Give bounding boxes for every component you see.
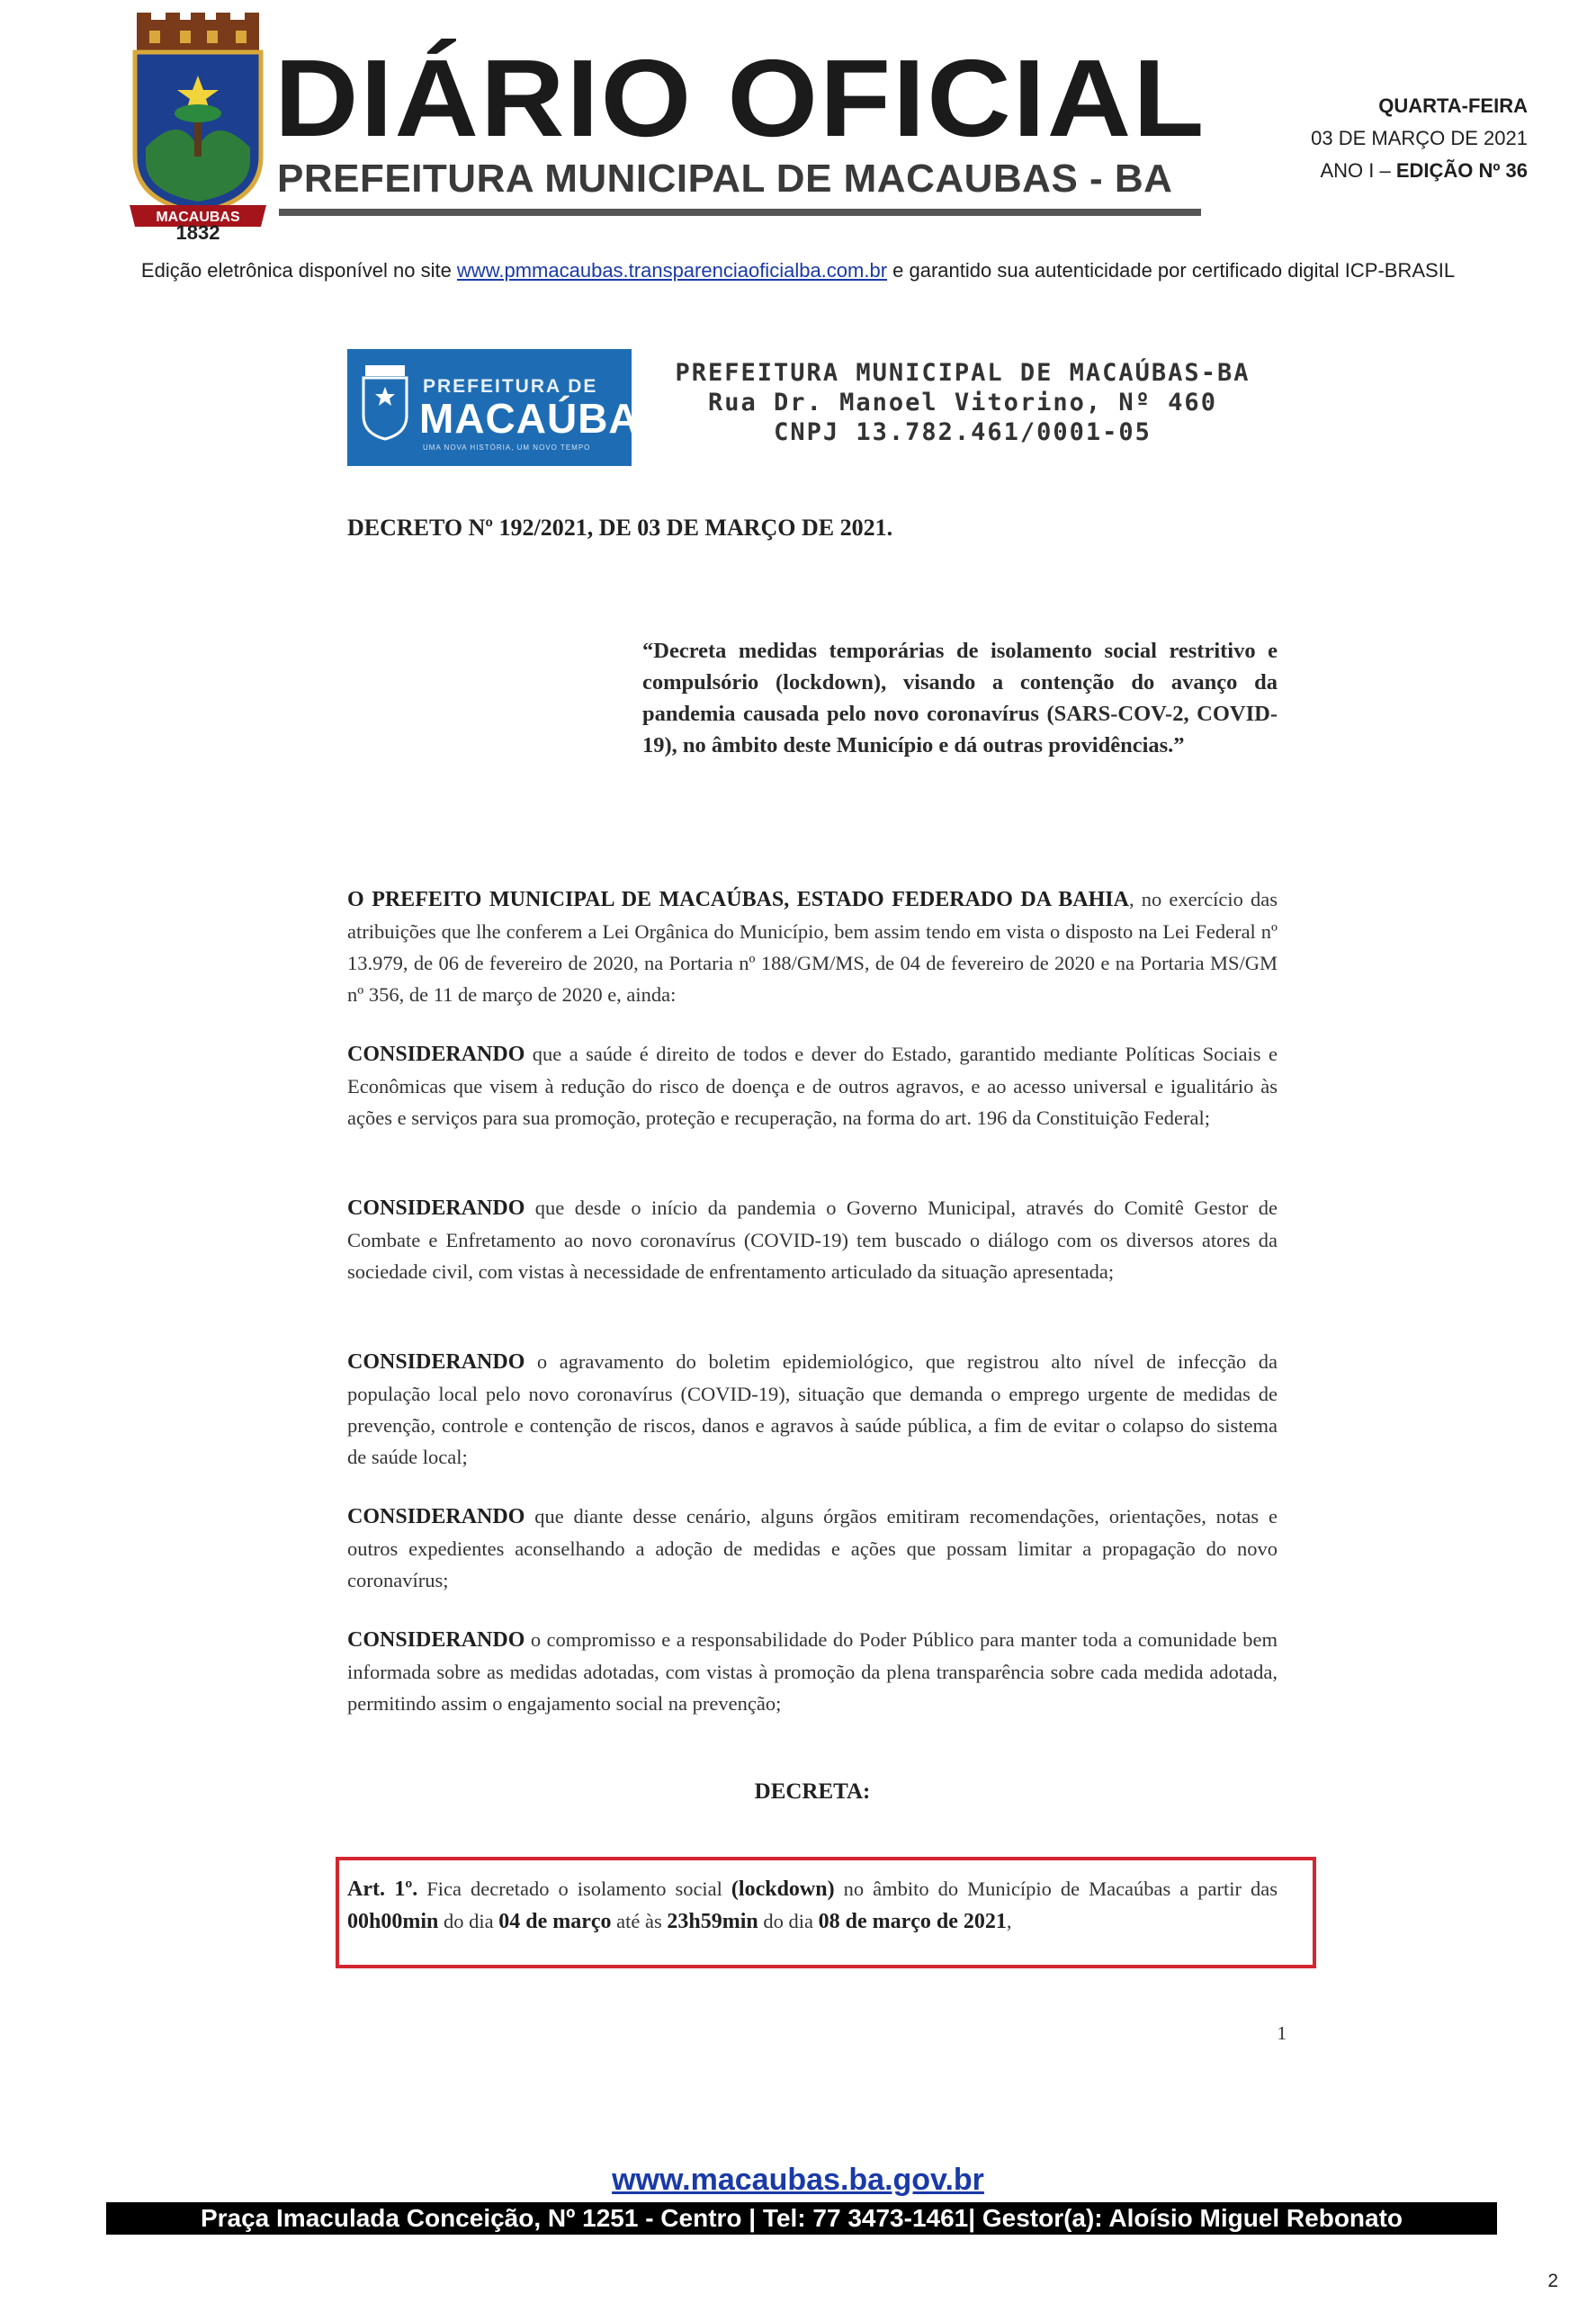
- footer-address: Praça Imaculada Conceição, Nº 1251 - Centro | Tel: 77 3473-1461| Gestor(a): Aloísio Miguel Rebonato: [200, 2204, 1403, 2232]
- article-text: do dia: [758, 1910, 819, 1932]
- page-number: 2: [1547, 2271, 1558, 2291]
- considerando-text: que diante desse cenário, alguns órgãos emitiram recomendações, orientações, notas e outros expedientes aconselhando a adoção de medidas e ações que possam limitar a propagação do novo coronavírus;: [347, 1505, 1278, 1591]
- logo-tagline: UMA NOVA HISTÓRIA, UM NOVO TEMPO: [423, 444, 591, 452]
- article-label: Art. 1º.: [347, 1877, 418, 1901]
- mini-crest-icon: [358, 360, 412, 450]
- preamble-text: , no exercício das atribuições que lhe conferem a Lei Orgânica do Município, bem assim tendo em vista o disposto na Lei Federal nº 13.979, de 06 de fevereiro de 2020, na Portaria nº 188/GM/MS, de 04 de fevereiro de 2020 e na Portaria MS/GM nº 356, de 11 de março de 2020 e, ainda:: [347, 888, 1278, 1006]
- article-text: Fica decretado o isolamento social: [417, 1877, 731, 1900]
- considerando-paragraph: [347, 1038, 1278, 1134]
- letterhead-cnpj: CNPJ 13.782.461/0001-05: [774, 418, 1152, 446]
- article-emphasis: 04 de março: [498, 1910, 612, 1933]
- letterhead-street: Rua Dr. Manoel Vitorino, Nº 460: [708, 389, 1217, 417]
- considerando-paragraph: [347, 1501, 1278, 1596]
- edition-notice-suffix: e garantido sua autenticidade por certificado digital ICP-BRASIL: [887, 259, 1456, 282]
- considerando-text: o compromisso e a responsabilidade do Poder Público para manter toda a comunidade bem informada sobre as medidas adotadas, com vistas à promoção da plena transparência sobre cada medida adotada, permitindo assim o engajamento social na prevenção;: [347, 1628, 1278, 1715]
- logo-small-text: PREFEITURA DE: [423, 376, 598, 397]
- article-text: até às: [611, 1910, 668, 1932]
- considerando-lead: CONSIDERANDO: [347, 1350, 525, 1374]
- logo-big-text: MACAÚBAS: [419, 395, 668, 442]
- crest-year: 1832: [175, 221, 220, 244]
- preamble-lead: O PREFEITO MUNICIPAL DE MACAÚBAS, ESTADO FEDERADO DA BAHIA: [347, 888, 1129, 911]
- issue-weekday: QUARTA-FEIRA: [1378, 94, 1528, 117]
- considerando-lead: CONSIDERANDO: [347, 1505, 525, 1528]
- publication-title: DIÁRIO OFICIAL: [274, 37, 1206, 159]
- transparency-site-link[interactable]: www.pmmacaubas.transparenciaoficialba.com.br: [456, 259, 888, 282]
- decree-summary: “Decreta medidas temporárias de isolamento social restritivo e compulsório (lockdown), visando a contenção do avanço da pandemia causada pelo novo coronavírus (SARS-COV-2, COVID-19), no âmbito deste Município e dá outras providências.”: [642, 639, 1278, 757]
- article-emphasis: 23h59min: [667, 1910, 758, 1933]
- article-1: [347, 1873, 1278, 1938]
- inner-page-number: 1: [1277, 2022, 1287, 2044]
- article-emphasis: (lockdown): [731, 1877, 835, 1901]
- issue-edition-number: EDIÇÃO Nº 36: [1395, 159, 1528, 182]
- issue-year: ANO I –: [1320, 159, 1396, 182]
- considerando-lead: CONSIDERANDO: [347, 1043, 525, 1066]
- considerando-lead: CONSIDERANDO: [347, 1628, 525, 1652]
- considerando-paragraph: [347, 1346, 1278, 1473]
- publication-subtitle: PREFEITURA MUNICIPAL DE MACAUBAS - BA: [277, 157, 1173, 201]
- electronic-edition-notice: [0, 259, 1596, 282]
- considerando-paragraph: [347, 1192, 1278, 1287]
- considerando-text: que desde o início da pandemia o Governo Municipal, através do Comitê Gestor de Combate e Enfretamento ao novo coronavírus (COVID-19) tem buscado o diálogo com os diversos atores da sociedade civil, com vistas à necessidade de enfrentamento articulado da situação apresentada;: [347, 1196, 1278, 1283]
- issue-date: 03 DE MARÇO DE 2021: [1311, 127, 1528, 149]
- letterhead-address: [648, 358, 1278, 447]
- edition-notice-prefix: Edição eletrônica disponível no site: [140, 259, 457, 282]
- considerando-lead: CONSIDERANDO: [347, 1196, 525, 1220]
- article-text: no âmbito do Município de Macaúbas a partir das: [834, 1877, 1278, 1900]
- letterhead-name: PREFEITURA MUNICIPAL DE MACAÚBAS-BA: [675, 359, 1251, 387]
- masthead-rule: [279, 209, 1201, 216]
- decree-title: DECRETO Nº 192/2021, DE 03 DE MARÇO DE 2021.: [347, 515, 893, 541]
- decreta-heading: DECRETA:: [754, 1779, 871, 1804]
- considerando-text: que a saúde é direito de todos e dever do Estado, garantido mediante Políticas Sociais e Econômicas que visem à redução do risco de doença e de outros agravos, e ao acesso universal e igualitário às ações e serviços para sua promoção, proteção e recuperação, na forma do art. 196 da Constituição Federal;: [347, 1043, 1278, 1129]
- article-text: do dia: [438, 1910, 499, 1932]
- municipal-crest-icon: [126, 13, 270, 248]
- considerando-text: o agravamento do boletim epidemiológico, que registrou alto nível de infecção da população local pelo novo coronavírus (COVID-19), situação que demanda o emprego urgente de medidas de prevenção, controle e contenção de riscos, danos e agravos à saúde pública, a fim de evitar o colapso do sistema de saúde local;: [347, 1350, 1278, 1468]
- article-emphasis: 08 de março de 2021: [818, 1910, 1007, 1933]
- article-emphasis: 00h00min: [347, 1910, 439, 1933]
- issue-info: [1311, 90, 1528, 187]
- article-text: ,: [1006, 1910, 1012, 1932]
- preamble-paragraph: [347, 883, 1278, 1010]
- crest-banner-text: MACAUBAS: [156, 210, 240, 225]
- considerando-paragraph: [347, 1624, 1278, 1719]
- issue-edition: [1311, 155, 1528, 187]
- municipal-site-link[interactable]: www.macaubas.ba.gov.br: [612, 2163, 984, 2197]
